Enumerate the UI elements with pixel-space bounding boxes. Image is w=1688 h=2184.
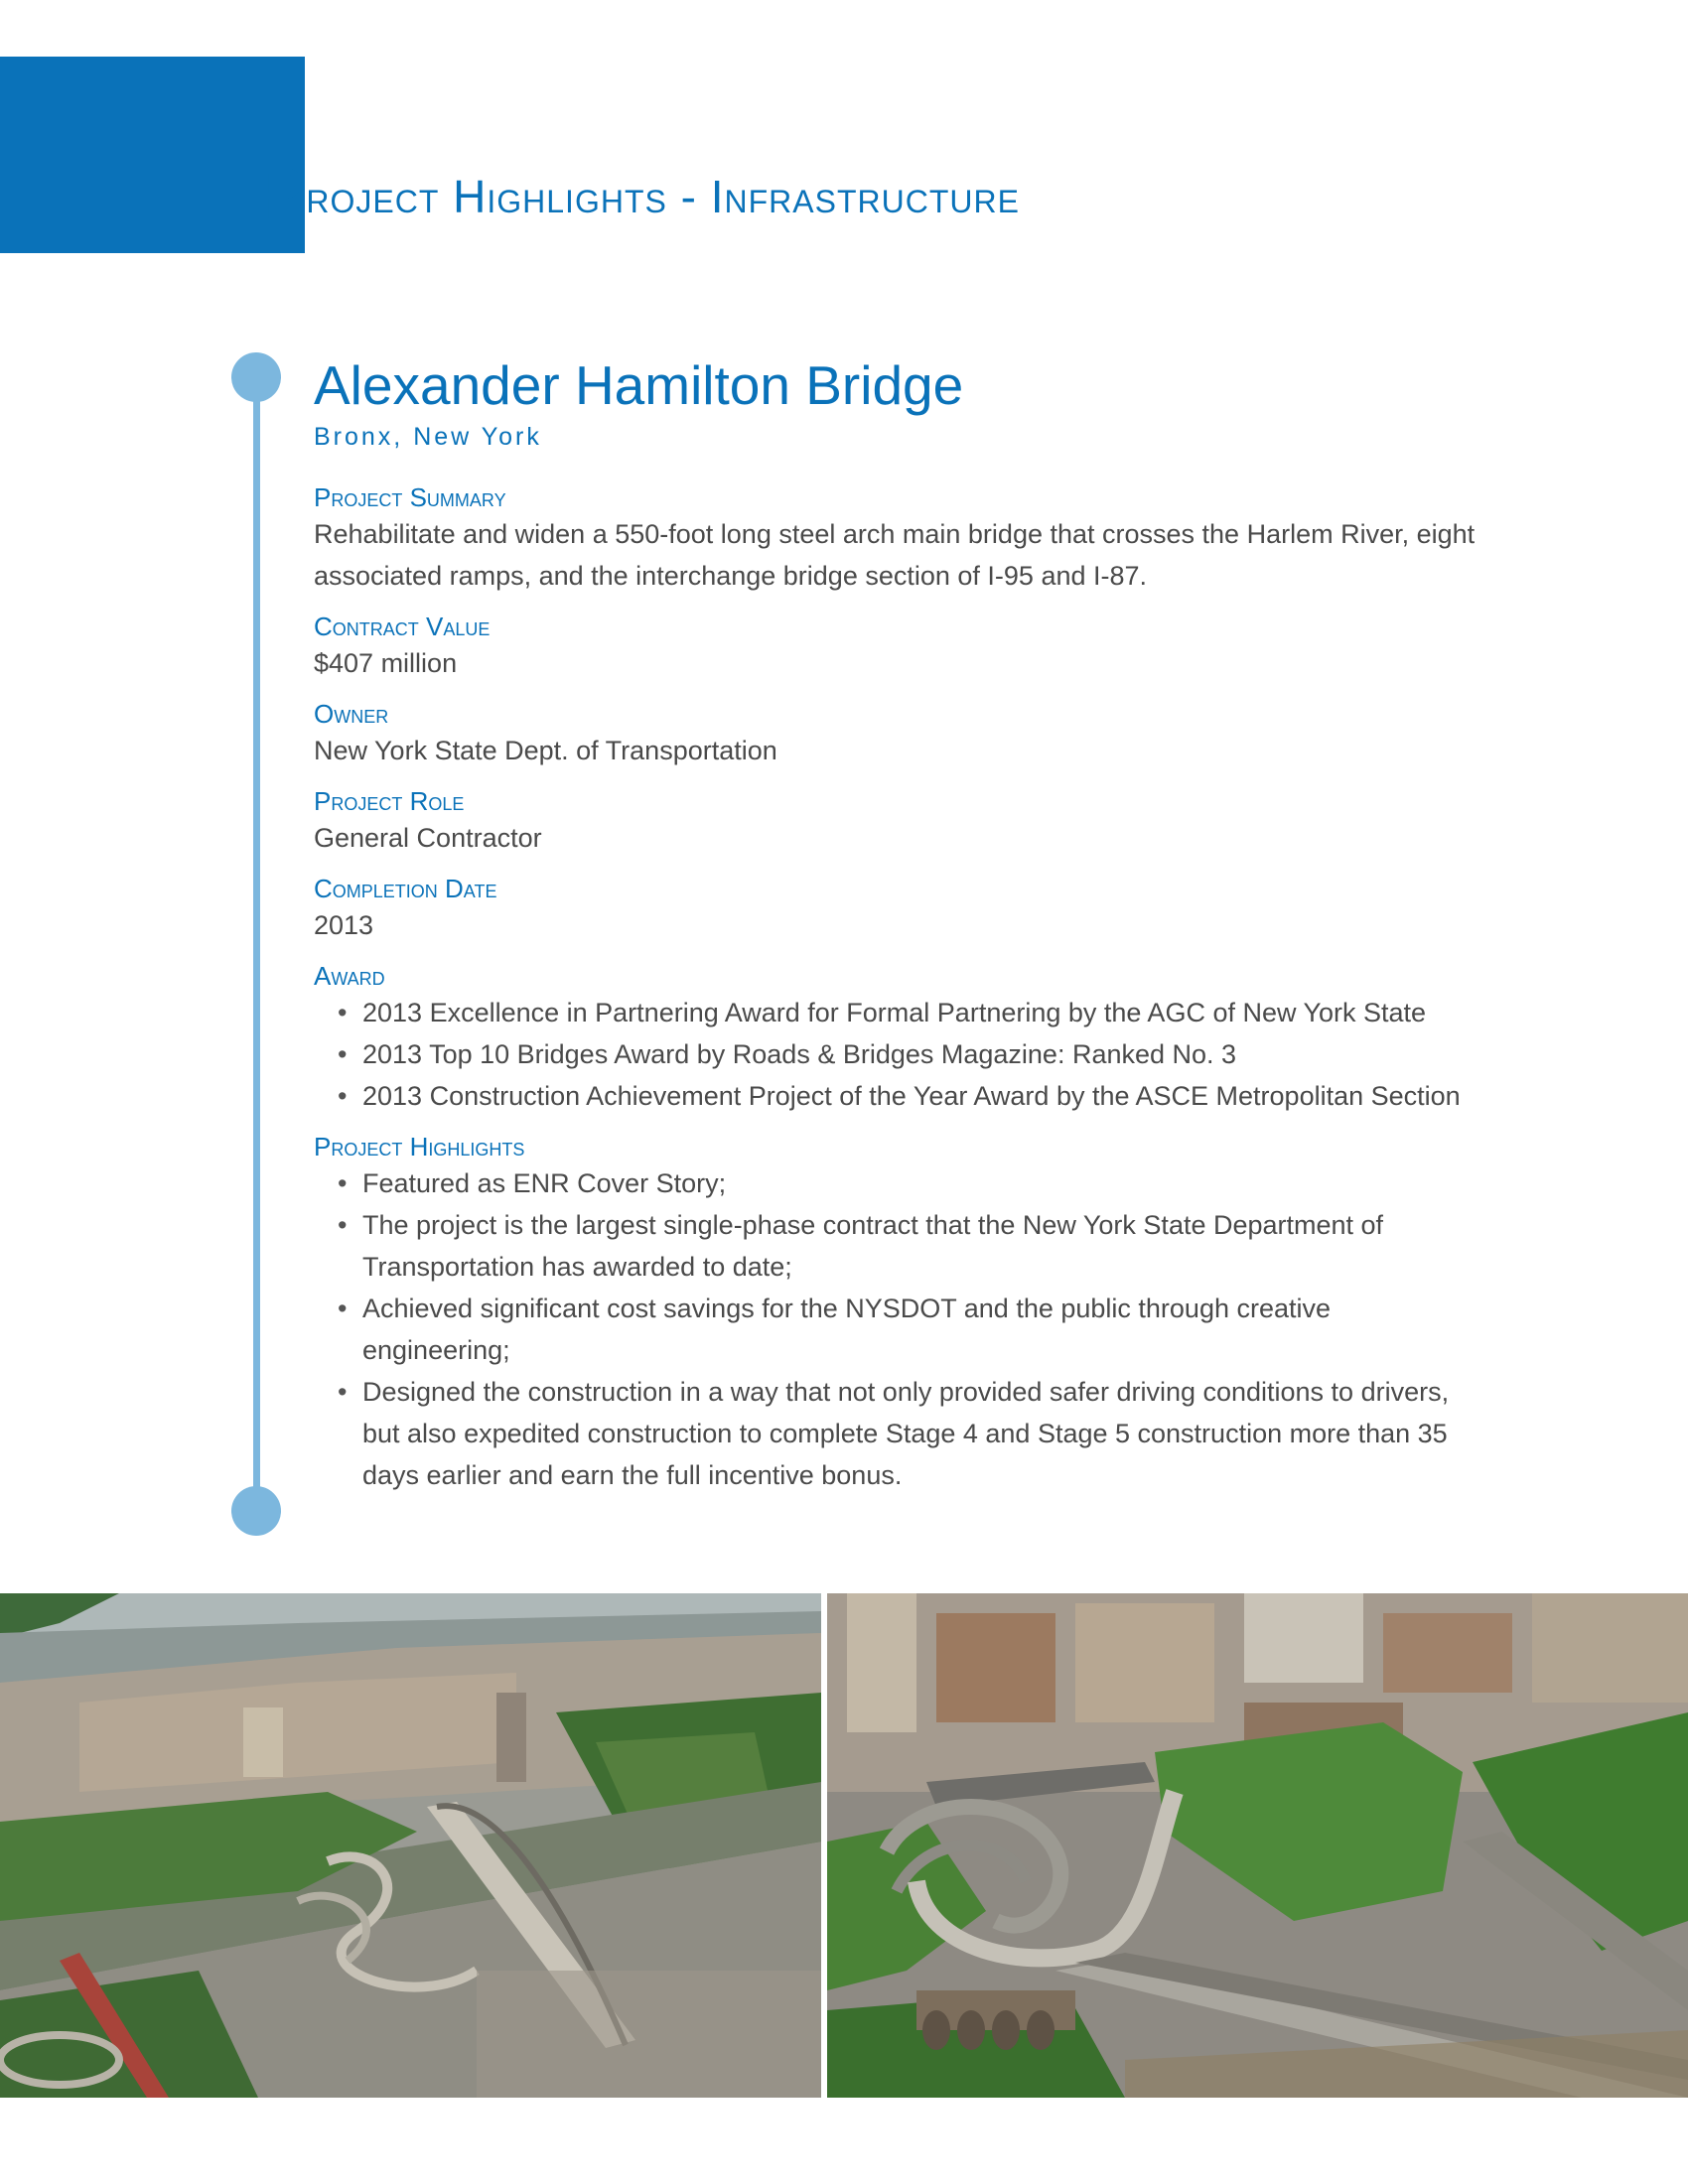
page-title: Project Highlights - Infrastructure xyxy=(256,152,1020,234)
highlight-item: • The project is the largest single-phase contract that the New York State Department of Transportation has awarded to date; xyxy=(362,1204,1485,1288)
section-label: Owner xyxy=(314,699,389,729)
award-list xyxy=(314,992,1485,1117)
section-text: General Contractor xyxy=(314,823,542,853)
section-award xyxy=(314,960,1485,1117)
timeline-dot-top xyxy=(231,352,281,402)
section-label: Project Highlights xyxy=(314,1132,525,1161)
section-text: 2013 xyxy=(314,910,374,940)
section-label: Project Summary xyxy=(314,482,506,512)
section-contract-value xyxy=(314,611,1485,684)
section-project-role xyxy=(314,785,1485,859)
section-owner xyxy=(314,698,1485,771)
section-label: Project Role xyxy=(314,786,465,816)
section-label: Completion Date xyxy=(314,874,497,903)
highlight-item: • Featured as ENR Cover Story; xyxy=(362,1162,1485,1204)
section-text: $407 million xyxy=(314,648,458,678)
aerial-river-bridge-icon xyxy=(0,1593,821,2098)
section-completion-date xyxy=(314,873,1485,946)
section-project-highlights xyxy=(314,1131,1485,1496)
award-item: • 2013 Construction Achievement Project of the Year Award by the ASCE Metropolitan Section xyxy=(362,1075,1485,1117)
project-title: Alexander Hamilton Bridge xyxy=(314,354,964,416)
section-project-summary xyxy=(314,481,1485,597)
award-item: • 2013 Top 10 Bridges Award by Roads & Bridges Magazine: Ranked No. 3 xyxy=(362,1033,1485,1075)
timeline-line xyxy=(253,377,260,1509)
aerial-interchange-icon xyxy=(827,1593,1688,2098)
section-text: New York State Dept. of Transportation xyxy=(314,736,777,765)
section-label: Contract Value xyxy=(314,612,491,641)
project-location: Bronx, New York xyxy=(314,423,542,451)
highlight-item: • Achieved significant cost savings for the NYSDOT and the public through creative engineering; xyxy=(362,1288,1485,1371)
timeline-dot-bottom xyxy=(231,1486,281,1536)
section-label: Award xyxy=(314,961,385,991)
aerial-river-bridge-photo xyxy=(0,1593,821,2098)
highlight-item: • Designed the construction in a way that not only provided safer driving conditions to drivers, but also expedited construction to complete Stage 4 and Stage 5 construction more than 35 days earlier and earn the full incentive bonus. xyxy=(362,1371,1485,1496)
aerial-interchange-photo xyxy=(827,1593,1688,2098)
section-text: Rehabilitate and widen a 550-foot long steel arch main bridge that crosses the Harlem River, eight associated ramps, and the interchange bridge section of I-95 and I-87. xyxy=(314,519,1476,591)
highlights-list xyxy=(314,1162,1485,1496)
award-item: • 2013 Excellence in Partnering Award for Formal Partnering by the AGC of New York State xyxy=(362,992,1485,1033)
project-content xyxy=(314,352,1485,1496)
